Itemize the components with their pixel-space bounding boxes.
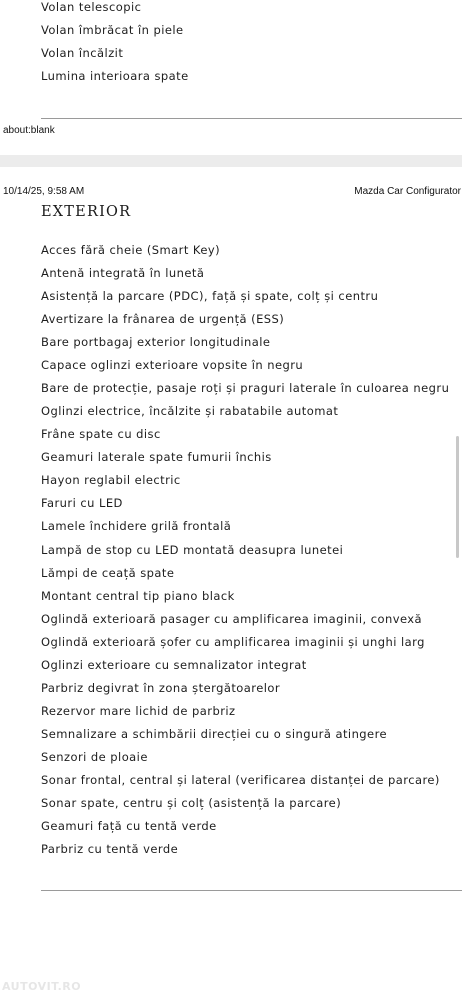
page-break (0, 155, 462, 167)
list-item: Antenă integrată în lunetă (41, 266, 205, 280)
list-item: Oglindă exterioară pasager cu amplificarea imaginii, convexă (41, 612, 423, 626)
list-item: Asistență la parcare (PDC), față și spate, colț și centru (41, 289, 379, 303)
list-item: Sonar frontal, central și lateral (verificarea distanței de parcare) (41, 773, 440, 787)
list-item: Oglindă exterioară șofer cu amplificarea imaginii și unghi larg (41, 635, 425, 649)
list-item: Lampă de stop cu LED montată deasupra lunetei (41, 543, 344, 557)
list-item: Avertizare la frânarea de urgență (ESS) (41, 312, 285, 326)
previous-page (0, 0, 462, 155)
list-item: Sonar spate, centru și colț (asistență la parcare) (41, 796, 342, 810)
list-item: Hayon reglabil electric (41, 473, 181, 487)
list-item: Volan îmbrăcat în piele (41, 23, 184, 37)
list-item: Bare portbagaj exterior longitudinale (41, 335, 271, 349)
list-item: Geamuri față cu tentă verde (41, 819, 217, 833)
section-title: EXTERIOR (41, 204, 132, 220)
list-item: Oglinzi electrice, încălzite și rabatabile automat (41, 404, 339, 418)
list-item: Lămpi de ceață spate (41, 566, 175, 580)
scrollbar-thumb[interactable] (456, 436, 459, 558)
print-header-datetime: 10/14/25, 9:58 AM (3, 186, 85, 197)
list-item: Volan telescopic (41, 0, 142, 14)
list-item: Acces fără cheie (Smart Key) (41, 243, 221, 257)
list-item: Geamuri laterale spate fumurii închis (41, 450, 272, 464)
print-header-title: Mazda Car Configurator (354, 186, 461, 197)
list-item: Capace oglinzi exterioare vopsite în negru (41, 358, 304, 372)
list-item: Oglinzi exterioare cu semnalizator integrat (41, 658, 307, 672)
list-item: Lamele închidere grilă frontală (41, 519, 232, 533)
list-item: Frâne spate cu disc (41, 427, 161, 441)
list-item: Volan încălzit (41, 46, 124, 60)
section-divider (41, 118, 462, 119)
list-item: Parbriz degivrat în zona ștergătoarelor (41, 681, 281, 695)
list-item: Faruri cu LED (41, 496, 123, 510)
list-item: Lumina interioara spate (41, 69, 189, 83)
watermark-logo: AUTOVIT.RO (2, 980, 82, 993)
list-item: Bare de protecție, pasaje roți și praguri laterale în culoarea negru (41, 381, 450, 395)
section-divider (41, 890, 462, 891)
list-item: Parbriz cu tentă verde (41, 842, 179, 856)
list-item: Senzori de ploaie (41, 750, 148, 764)
list-item: Rezervor mare lichid de parbriz (41, 704, 236, 718)
print-footer-url: about:blank (3, 125, 55, 136)
list-item: Semnalizare a schimbării direcției cu o singură atingere (41, 727, 388, 741)
list-item: Montant central tip piano black (41, 589, 235, 603)
